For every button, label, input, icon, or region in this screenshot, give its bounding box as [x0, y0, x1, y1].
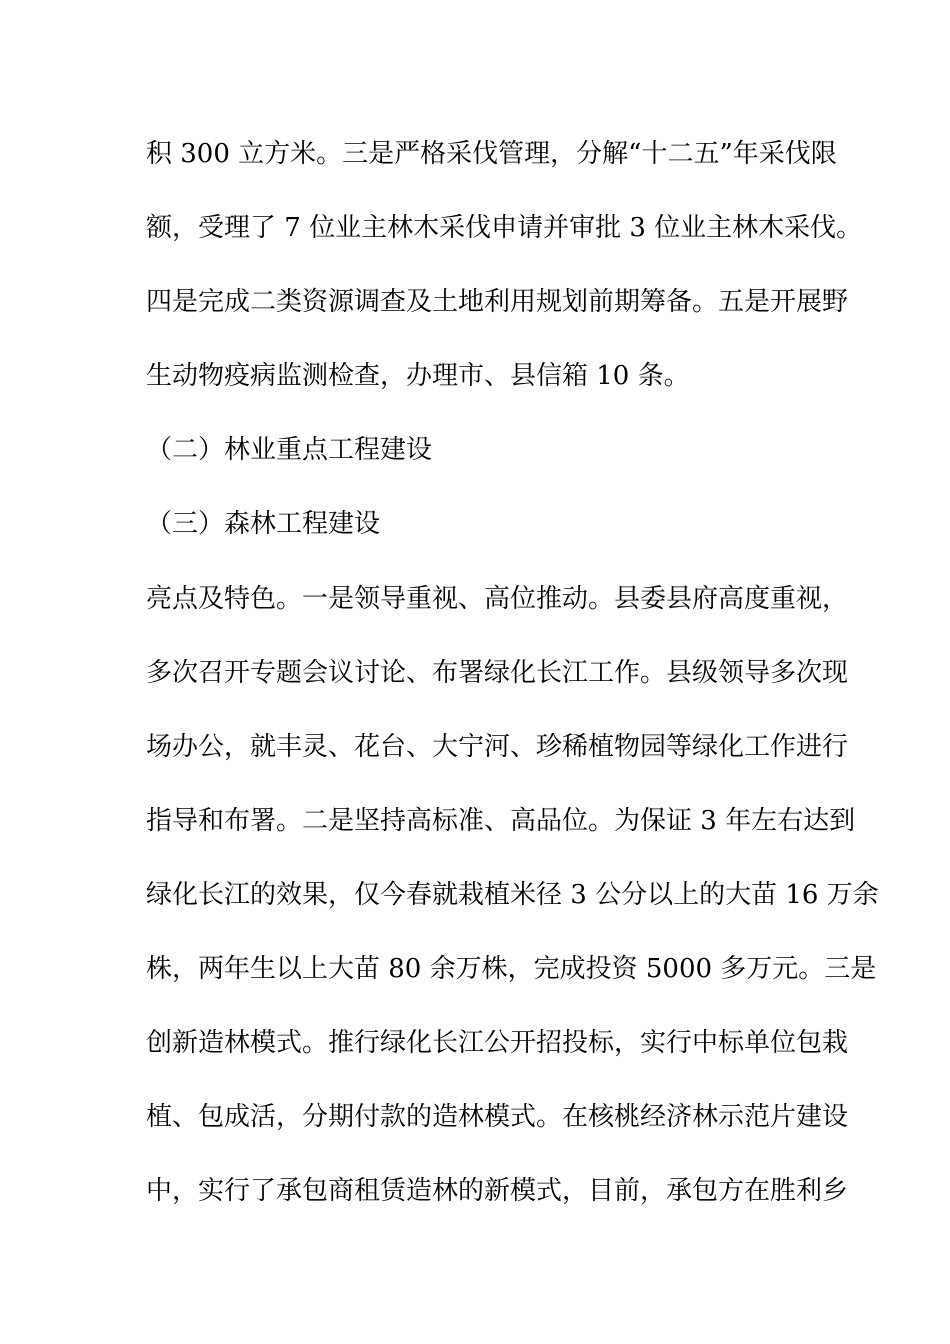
paragraph-2-line-3: 场办公，就丰灵、花台、大宁河、珍稀植物园等绿化工作进行	[146, 732, 849, 762]
section-heading-3: （三）森林工程建设	[146, 509, 381, 539]
paragraph-1-line-1: 积 300 立方米。三是严格采伐管理，分解“十二五”年采伐限	[146, 139, 837, 169]
section-heading-2: （二）林业重点工程建设	[146, 435, 433, 465]
paragraph-2-line-1: 亮点及特色。一是领导重视、高位推动。县委县府高度重视，	[146, 584, 849, 614]
paragraph-2-line-6: 株，两年生以上大苗 80 余万株，完成投资 5000 多万元。三是	[146, 954, 877, 984]
paragraph-2-line-4: 指导和布署。二是坚持高标准、高品位。为保证 3 年左右达到	[146, 806, 856, 836]
paragraph-2-line-9: 中，实行了承包商租赁造林的新模式，目前，承包方在胜利乡	[146, 1176, 849, 1206]
paragraph-2-line-8: 植、包成活，分期付款的造林模式。在核桃经济林示范片建设	[146, 1102, 849, 1132]
paragraph-1-line-3: 四是完成二类资源调查及土地利用规划前期筹备。五是开展野	[146, 287, 849, 317]
paragraph-2-line-2: 多次召开专题会议讨论、布署绿化长江工作。县级领导多次现	[146, 658, 849, 688]
paragraph-2-line-5: 绿化长江的效果，仅今春就栽植米径 3 公分以上的大苗 16 万余	[146, 880, 879, 910]
paragraph-1-line-4: 生动物疫病监测检查，办理市、县信箱 10 条。	[146, 361, 690, 391]
paragraph-1-line-2: 额，受理了 7 位业主林木采伐申请并审批 3 位业主林木采伐。	[146, 213, 863, 243]
paragraph-2-line-7: 创新造林模式。推行绿化长江公开招投标，实行中标单位包栽	[146, 1028, 849, 1058]
